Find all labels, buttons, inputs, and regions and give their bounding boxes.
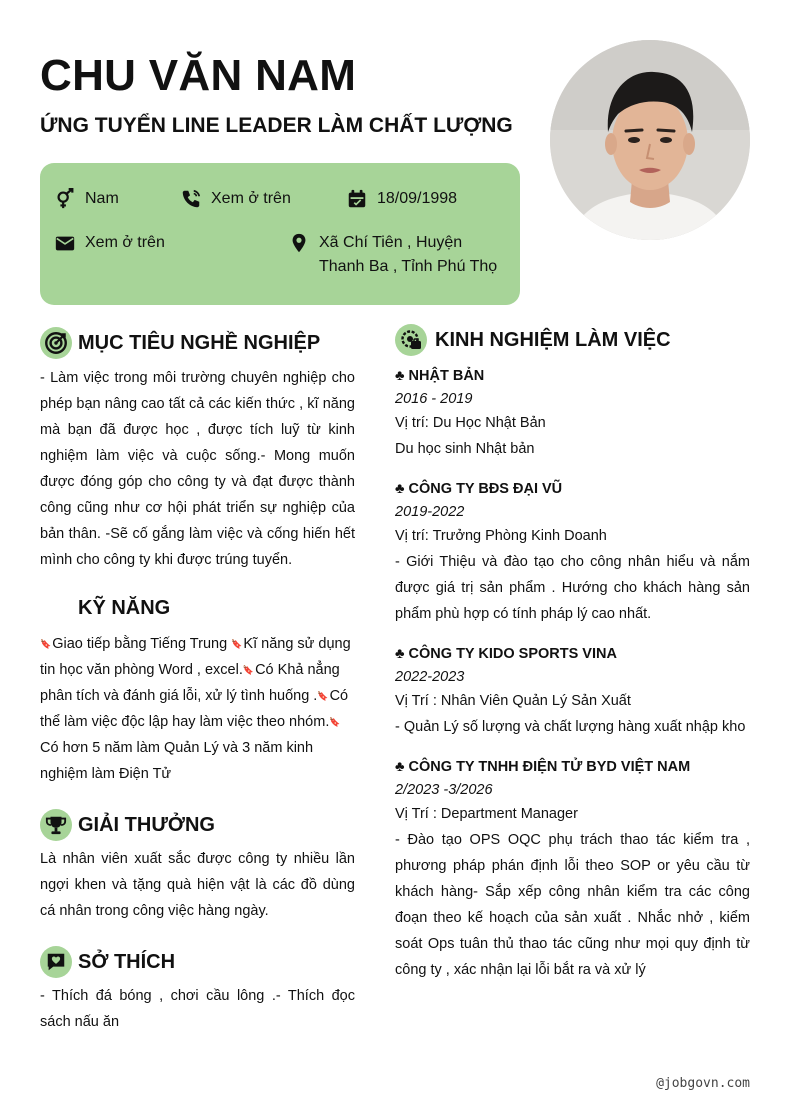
job-description: - Đào tạo OPS OQC phụ trách thao tác kiểm tra , phương pháp phán định lỗi theo SOP or yêu cầu từ khách hàng- Sắp xếp công nhân kiểm tra các công đoạn theo kế hoạch của sản xuất . Nhắc nhở , kiểm soát Ops tuân thủ thao tác cũng như mọi quy định từ công ty , xác nhận lại lỗi bắt ra và xử lý [395, 832, 750, 978]
job-role: Vị trí: Trưởng Phòng Kinh Doanh [395, 528, 607, 544]
target-icon [40, 327, 72, 359]
badge-gear-icon [395, 324, 427, 356]
hobbies-title: SỞ THÍCH [78, 950, 176, 973]
job-entry [395, 642, 750, 740]
skills-heading [78, 597, 170, 620]
hobbies-heading [40, 946, 175, 978]
skill-item: Giao tiếp bằng Tiếng Trung [52, 636, 232, 652]
portrait-photo [550, 40, 750, 240]
awards-text: Là nhân viên xuất sắc được công ty nhiều lần ngợi khen và tặng quà hiện vật là các đồ dùng cá nhân trong công việc hàng ngày. [40, 851, 355, 919]
skill-item: Có thể làm việc độc lập hay làm việc theo nhóm. [40, 688, 349, 730]
heart-chat-icon [40, 946, 72, 978]
gender-value: Nam [85, 190, 119, 207]
hobbies-text: - Thích đá bóng , chơi cầu lông .- Thích đọc sách nấu ăn [40, 988, 355, 1030]
job-role: Vị trí: Du Học Nhật Bản [395, 415, 546, 431]
job-entry [395, 364, 750, 462]
objective-text: - Làm việc trong môi trường chuyên nghiệp cho phép bạn nâng cao tất cả các kiến thức , kĩ năng mà bạn đã được học , được tích luỹ từ kinh nghiệm làm việc và cuộc sống.- Mong muốn được đóng góp cho công ty và đạt được thành công cũng như cơ hội phát triển sự nghiệp của bản thân. -Sẽ cố gắng làm việc và cống hiến hết mình cho công ty khi được trúng tuyển. [40, 370, 355, 568]
gender-icon [54, 188, 76, 210]
phone-icon [180, 188, 202, 210]
email-info [54, 231, 165, 255]
address-info [288, 231, 510, 279]
address-value: Xã Chí Tiên , Huyện Thanh Ba , Tỉnh Phú Thọ [319, 234, 498, 275]
skills-title: KỸ NĂNG [78, 597, 171, 619]
bullet-icon: 🔖 [242, 665, 255, 675]
email-value: Xem ở trên [85, 234, 165, 251]
bullet-icon: 🔖 [231, 639, 243, 649]
bullet-icon: 🔖 [317, 691, 329, 701]
job-company: ♣ NHẬT BẢN [395, 368, 485, 384]
objective-title: MỤC TIÊU NGHỀ NGHIỆP [78, 331, 321, 354]
job-entry [395, 755, 750, 983]
location-pin-icon [288, 232, 310, 254]
gender-info [54, 187, 119, 211]
skill-item: Có Khả nẳng phân tích và đánh giá lỗi, xử lý tình huống . [40, 662, 340, 704]
phone-value: Xem ở trên [211, 190, 291, 207]
objective-heading [40, 327, 320, 359]
birthday-info [346, 187, 457, 211]
experience-title: KINH NGHIỆM LÀM VIỆC [435, 328, 671, 351]
job-description: - Quản Lý số lượng và chất lượng hàng xuất nhập kho [395, 719, 746, 735]
job-period: 2019-2022 [395, 504, 465, 520]
job-description: Du học sinh Nhật bản [395, 441, 535, 457]
job-period: 2/2023 -3/2026 [395, 782, 493, 798]
skill-item: Có hơn 5 năm làm Quản Lý và 3 năm kinh nghiệm làm Điện Tử [40, 740, 314, 782]
awards-title: GIẢI THƯỞNG [78, 813, 215, 836]
bullet-icon: 🔖 [40, 639, 52, 649]
avatar [550, 40, 750, 240]
job-company: ♣ CÔNG TY TNHH ĐIỆN TỬ BYD VIỆT NAM [395, 759, 691, 775]
trophy-icon [40, 809, 72, 841]
job-company: ♣ CÔNG TY BĐS ĐẠI VŨ [395, 481, 563, 497]
job-period: 2016 - 2019 [395, 391, 473, 407]
candidate-name: CHU VĂN NAM [40, 51, 357, 100]
job-role: Vị Trí : Nhân Viên Quản Lý Sản Xuất [395, 693, 631, 709]
birthday-value: 18/09/1998 [377, 190, 458, 207]
job-company: ♣ CÔNG TY KIDO SPORTS VINA [395, 646, 617, 662]
job-entry [395, 477, 750, 627]
applied-position: ỨNG TUYỂN LINE LEADER LÀM CHẤT LƯỢNG [40, 114, 513, 137]
bullet-icon: 🔖 [329, 717, 341, 727]
skills-text [40, 631, 358, 787]
job-period: 2022-2023 [395, 669, 465, 685]
site-watermark: @jobgovn.com [656, 1076, 750, 1091]
phone-info [180, 187, 291, 211]
job-role: Vị Trí : Department Manager [395, 806, 578, 822]
experience-heading [395, 324, 671, 356]
job-description: - Giới Thiệu và đào tạo cho công nhân hiểu và nắm được giá trị sản phẩm . Hướng cho khách hàng sản phẩm phù hợp có tính pháp lý cao nhất. [395, 554, 750, 622]
awards-heading [40, 809, 215, 841]
calendar-icon [346, 188, 368, 210]
skill-item: Kĩ năng sử dụng tin học văn phòng Word , excel. [40, 636, 351, 678]
envelope-icon [54, 232, 76, 254]
